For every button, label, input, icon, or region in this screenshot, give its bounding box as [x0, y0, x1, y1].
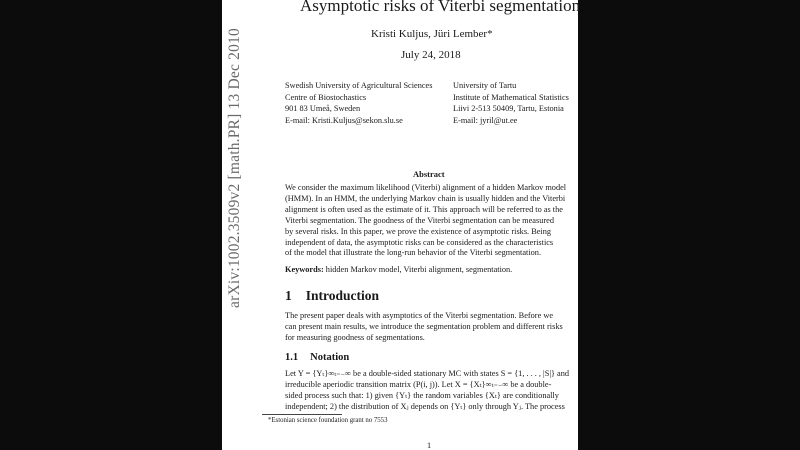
section-number: 1 — [285, 288, 292, 303]
abstract-line: Viterbi segmentation. The goodness of the Viterbi segmentation can be measured — [285, 215, 554, 225]
subsection-title: Notation — [310, 352, 350, 363]
arxiv-identifier: arXiv:1002.3509v2 [math.PR] 13 Dec 2010 — [226, 28, 243, 308]
affiliation-email: E-mail: jyril@ut.ee — [453, 115, 518, 125]
abstract-heading: Abstract — [413, 169, 445, 179]
paper-date: July 24, 2018 — [401, 49, 461, 61]
affiliation-line: University of Tartu — [453, 81, 517, 90]
abstract-line: of the model that illustrate the long-run behavior of the Viterbi segmentation. — [285, 248, 542, 258]
abstract-line: independent of data, the asymptotic risks can be considered as the characteristics — [285, 237, 554, 247]
subsection-heading — [285, 352, 349, 363]
subsection-number: 1.1 — [285, 352, 299, 363]
affiliation-line: Swedish University of Agricultural Sciences — [285, 81, 433, 90]
footnote-rule — [262, 414, 342, 415]
section-heading — [285, 288, 379, 304]
keywords-label: Keywords: — [285, 265, 324, 274]
affiliation-email: E-mail: Kristi.Kuljus@sekon.slu.se — [285, 115, 403, 125]
affiliation-left — [285, 80, 432, 126]
intro-paragraph — [285, 311, 563, 344]
affiliation-right — [453, 80, 569, 126]
keywords-text: hidden Markov model, Viterbi alignment, segmentation. — [325, 265, 513, 274]
paper-authors: Kristi Kuljus, Jüri Lember* — [371, 28, 493, 40]
affiliation-line: Centre of Biostochastics — [285, 92, 367, 102]
keywords — [285, 265, 512, 274]
intro-line: can present main results, we introduce the segmentation problem and different risks — [285, 321, 563, 331]
notation-line: irreducible aperiodic transition matrix (P(i, j)). Let X = {Xₜ}∞ₜ₌₋∞ be a double- — [285, 379, 552, 389]
abstract-line: by several risks. In this paper, we prove the existence of asymptotic risks. Being — [285, 226, 552, 236]
affiliation-line: 901 83 Umeå, Sweden — [285, 104, 361, 114]
page-number: 1 — [427, 441, 432, 450]
affiliation-line: Institute of Mathematical Statistics — [453, 92, 569, 102]
affiliation-line: Liivi 2-513 50409, Tartu, Estonia — [453, 104, 564, 114]
abstract-line: alignment is often used as the estimate of it. This approach will be referred to as the — [285, 204, 563, 214]
notation-line: Let Y = {Yₜ}∞ₜ₌₋∞ be a double-sided stationary MC with states S = {1, . . . , |S|} and — [285, 369, 570, 378]
abstract-line: (HMM). In an HMM, the underlying Markov chain is usually hidden and the Viterbi — [285, 193, 566, 203]
notation-line: sided process such that: 1) given {Yₜ} the random variables {Xₜ} are conditionally — [285, 390, 559, 400]
notation-paragraph — [285, 369, 569, 413]
paper-title: Asymptotic risks of Viterbi segmentation — [300, 0, 581, 15]
section-title: Introduction — [305, 288, 380, 303]
notation-line: independent; 2) the distribution of Xⱼ depends on {Yₜ} only through Yⱼ. The process — [285, 401, 565, 411]
footnote: *Estonian science foundation grant no 7553 — [268, 417, 388, 424]
abstract-body — [285, 183, 566, 259]
abstract-line: We consider the maximum likelihood (Viterbi) alignment of a hidden Markov model — [285, 183, 567, 192]
arxiv-sidebar — [222, 0, 248, 310]
intro-line: The present paper deals with asymptotics of the Viterbi segmentation. Before we — [285, 311, 553, 320]
intro-line: for measuring goodness of segmentations. — [285, 332, 425, 342]
